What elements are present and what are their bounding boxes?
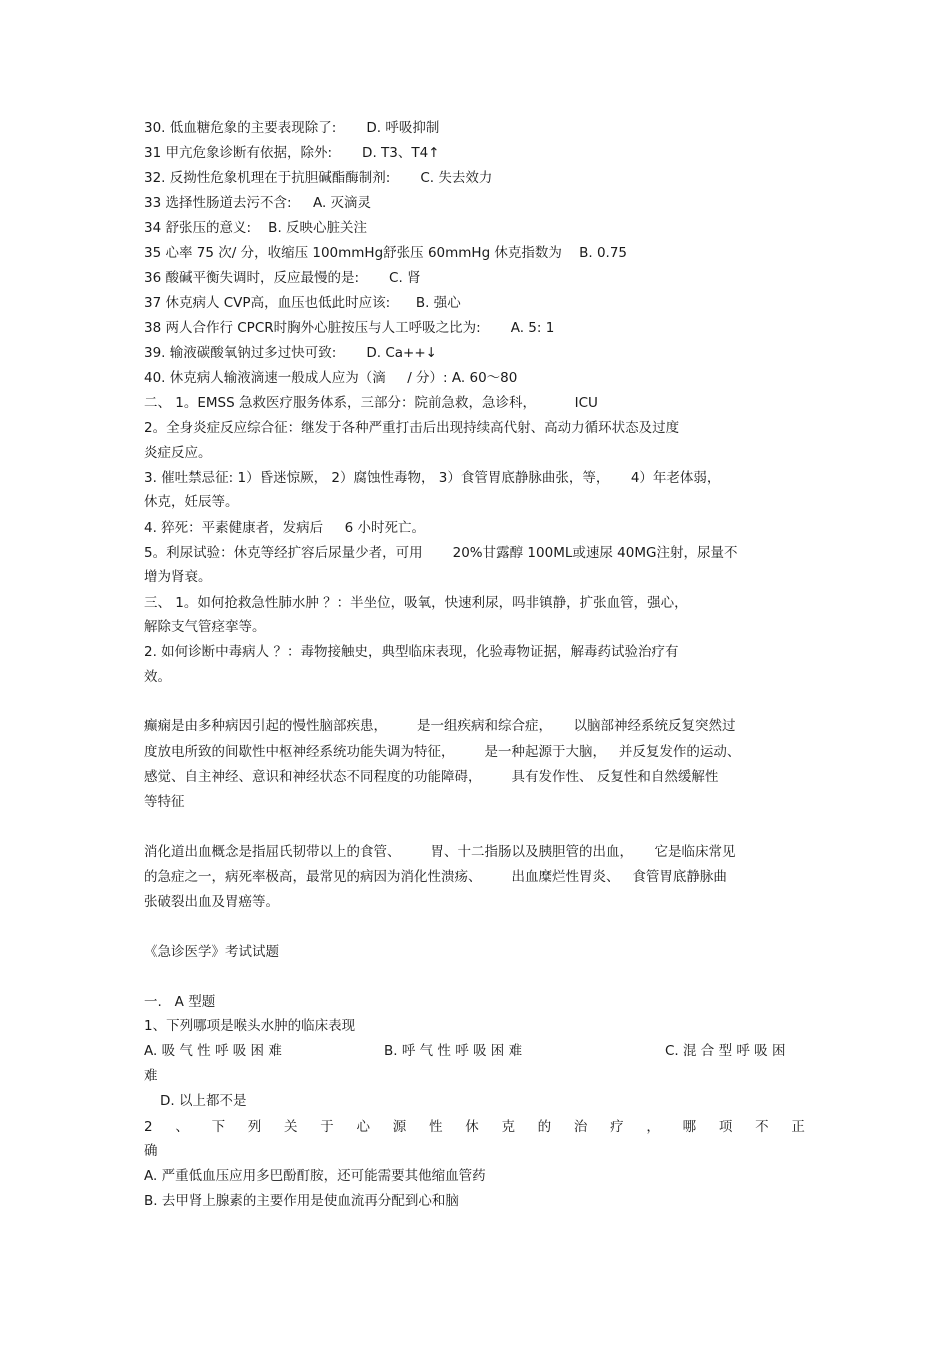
epilepsy-paragraph-line4: 等特征 [144, 794, 185, 810]
gi-bleeding-paragraph-line2: 的急症之一，病死率极高，最常见的病因为消化性溃疡、 出血糜烂性胃炎、 食管胃底静脉曲 [144, 869, 727, 885]
section2-item5-line1: 5。利尿试验：休克等经扩容后尿量少者，可用 20%甘露醇 100ML或速尿 40MG注射，尿量不 [144, 545, 738, 561]
epilepsy-paragraph-line1: 癫痫是由多种病因引起的慢性脑部疾患， 是一组疾病和综合症， 以脑部神经系统反复突然过 [144, 718, 736, 734]
option-b: B. 呼 气 性 呼 吸 困 难 [384, 1043, 523, 1059]
section3-item2-line2: 效。 [144, 669, 171, 685]
epilepsy-paragraph-line3: 感觉、自主神经、意识和神经状态不同程度的功能障碍， 具有发作性、 反复性和自然缓解性 [144, 769, 719, 785]
section2-item3-line1: 3. 催吐禁忌征: 1）昏迷惊厥， 2）腐蚀性毒物， 3）食管胃底静脉曲张，等， 4）年老体弱， [144, 470, 721, 486]
question-32: 32. 反拗性危象机理在于抗胆碱酯酶制剂: C. 失去效力 [144, 170, 493, 186]
section2-item4: 4. 猝死：平素健康者，发病后 6 小时死亡。 [144, 520, 426, 536]
section2-item3-line2: 休克，妊辰等。 [144, 494, 239, 510]
exam-title: 《急诊医学》考试试题 [144, 944, 279, 960]
question-2-option-a: A. 严重低血压应用多巴酚酊胺，还可能需要其他缩血管药 [144, 1168, 486, 1184]
question-37: 37 休克病人 CVP高，血压也低此时应该: B. 强心 [144, 295, 461, 311]
question-38: 38 两人合作行 CPCR时胸外心脏按压与人工呼吸之比为: A. 5: 1 [144, 320, 555, 336]
gi-bleeding-paragraph-line3: 张破裂出血及胃癌等。 [144, 894, 279, 910]
option-a: A. 吸 气 性 呼 吸 困 难 [144, 1043, 282, 1059]
section2-item1: 二、 1。EMSS 急救医疗服务体系，三部分：院前急救，急诊科， ICU [144, 395, 598, 411]
question-30: 30. 低血糖危象的主要表现除了: D. 呼吸抑制 [144, 120, 440, 136]
epilepsy-paragraph-line2: 度放电所致的间歇性中枢神经系统功能失调为特征， 是一种起源于大脑， 并反复发作的运动、 [144, 744, 741, 760]
section3-item1-line2: 解除支气管痉挛等。 [144, 619, 266, 635]
section3-item2-line1: 2. 如何诊断中毒病人 ？：毒物接触史，典型临床表现，化验毒物证据，解毒药试验治疗有 [144, 644, 679, 660]
question-2-stem-wrap: 确 [144, 1143, 158, 1159]
question-35: 35 心率 75 次/ 分，收缩压 100mmHg舒张压 60mmHg 休克指数为 B. 0.75 [144, 245, 628, 261]
gi-bleeding-paragraph-line1: 消化道出血概念是指屈氏韧带以上的食管、 胃、十二指肠以及胰胆管的出血， 它是临床常见 [144, 844, 736, 860]
question-40: 40. 休克病人输液滴速一般成人应为（滴 / 分）: A. 60～80 [144, 370, 518, 386]
question-34: 34 舒张压的意义: B. 反映心脏关注 [144, 220, 368, 236]
question-2-option-b: B. 去甲肾上腺素的主要作用是使血流再分配到心和脑 [144, 1193, 459, 1209]
section3-item1-line1: 三、 1。如何抢救急性肺水肿 ？：半坐位，吸氧，快速利尿，吗非镇静，扩张血管，强心， [144, 595, 688, 611]
question-39: 39. 输液碳酸氧钠过多过快可致: D. Ca++↓ [144, 345, 437, 361]
question-1-stem: 1、下列哪项是喉头水肿的临床表现 [144, 1018, 356, 1034]
question-31: 31 甲亢危象诊断有依据，除外: D. T3、T4↑ [144, 145, 440, 161]
option-c-wrap: 难 [144, 1068, 158, 1084]
option-d: D. 以上都不是 [160, 1093, 247, 1109]
section-type-a-heading: 一. A 型题 [144, 994, 216, 1010]
section2-item5-line2: 增为肾衰。 [144, 569, 212, 585]
question-36: 36 酸碱平衡失调时，反应最慢的是: C. 肾 [144, 270, 421, 286]
option-c: C. 混 合 型 呼 吸 困 [665, 1043, 786, 1059]
section2-item2-line2: 炎症反应。 [144, 445, 212, 461]
question-33: 33 选择性肠道去污不含: A. 灭滴灵 [144, 195, 372, 211]
section2-item2-line1: 2。全身炎症反应综合征：继发于各种严重打击后出现持续高代射、高动力循环状态及过度 [144, 420, 680, 436]
question-2-stem: 2 、 下 列 关 于 心 源 性 休 克 的 治 疗 ， 哪 项 不 正 [144, 1119, 805, 1135]
